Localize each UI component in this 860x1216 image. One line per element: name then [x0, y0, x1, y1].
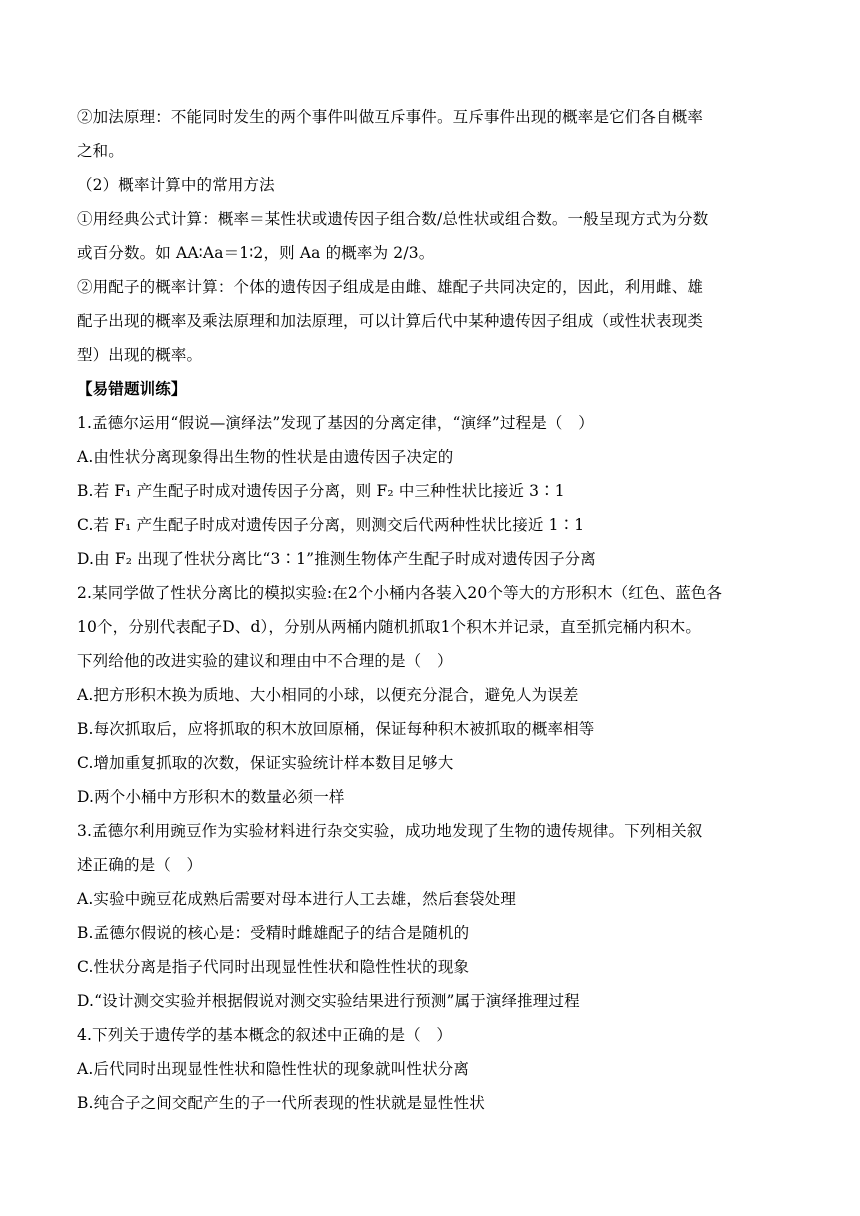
- text-line: ②加法原理：不能同时发生的两个事件叫做互斥事件。互斥事件出现的概率是它们各自概率: [77, 108, 704, 126]
- question-stem: 1.孟德尔运用“假说—演绎法”发现了基因的分离定律，“演绎”过程是（ ）: [77, 414, 594, 432]
- answer-option: C.增加重复抓取的次数，保证实验统计样本数目足够大: [77, 754, 454, 772]
- text-line: ②用配子的概率计算：个体的遗传因子组成是由雌、雄配子共同决定的，因此，利用雌、雄: [77, 278, 704, 296]
- answer-option: B.每次抓取后，应将抓取的积木放回原桶，保证每种积木被抓取的概率相等: [77, 720, 595, 738]
- document-body: [77, 100, 787, 1120]
- text-line: 型）出现的概率。: [77, 346, 203, 364]
- answer-option: A.由性状分离现象得出生物的性状是由遗传因子决定的: [77, 448, 454, 466]
- question-stem: 述正确的是（ ）: [77, 856, 203, 874]
- question-stem: 下列给他的改进实验的建议和理由中不合理的是（ ）: [77, 652, 453, 670]
- question-stem: 4.下列关于遗传学的基本概念的叙述中正确的是（ ）: [77, 1026, 453, 1044]
- answer-option: D.由 F₂ 出现了性状分离比“3∶1”推测生物体产生配子时成对遗传因子分离: [77, 550, 596, 568]
- text-line: ①用经典公式计算：概率＝某性状或遗传因子组合数/总性状或组合数。一般呈现方式为分数: [77, 210, 709, 228]
- question-stem: 2.某同学做了性状分离比的模拟实验:在2个小桶内各装入20个等大的方形积木（红色、蓝色各: [77, 584, 723, 602]
- section-subheading: （2）概率计算中的常用方法: [77, 176, 275, 194]
- answer-option: C.若 F₁ 产生配子时成对遗传因子分离，则测交后代两种性状比接近 1∶1: [77, 516, 585, 534]
- answer-option: C.性状分离是指子代同时出现显性性状和隐性性状的现象: [77, 958, 470, 976]
- answer-option: B.若 F₁ 产生配子时成对遗传因子分离，则 F₂ 中三种性状比接近 3∶1: [77, 482, 565, 500]
- answer-option: D.“设计测交实验并根据假说对测交实验结果进行预测”属于演绎推理过程: [77, 992, 580, 1010]
- answer-option: D.两个小桶中方形积木的数量必须一样: [77, 788, 345, 806]
- text-line: 配子出现的概率及乘法原理和加法原理，可以计算后代中某种遗传因子组成（或性状表现类: [77, 312, 704, 330]
- text-line: 之和。: [77, 142, 124, 160]
- answer-option: A.后代同时出现显性性状和隐性性状的现象就叫性状分离: [77, 1060, 470, 1078]
- answer-option: A.把方形积木换为质地、大小相同的小球，以便充分混合，避免人为误差: [77, 686, 579, 704]
- answer-option: B.孟德尔假说的核心是：受精时雌雄配子的结合是随机的: [77, 924, 470, 942]
- section-heading: 【易错题训练】: [77, 379, 187, 398]
- text-line: 或百分数。如 AA∶Aa＝1∶2，则 Aa 的概率为 2/3。: [77, 244, 435, 262]
- answer-option: A.实验中豌豆花成熟后需要对母本进行人工去雄，然后套袋处理: [77, 890, 516, 908]
- answer-option: B.纯合子之间交配产生的子一代所表现的性状就是显性性状: [77, 1094, 485, 1112]
- question-stem: 3.孟德尔利用豌豆作为实验材料进行杂交实验，成功地发现了生物的遗传规律。下列相关叙: [77, 822, 703, 840]
- question-stem: 10个，分别代表配子D、d），分别从两桶内随机抓取1个积木并记录，直至抓完桶内积木。: [77, 618, 701, 636]
